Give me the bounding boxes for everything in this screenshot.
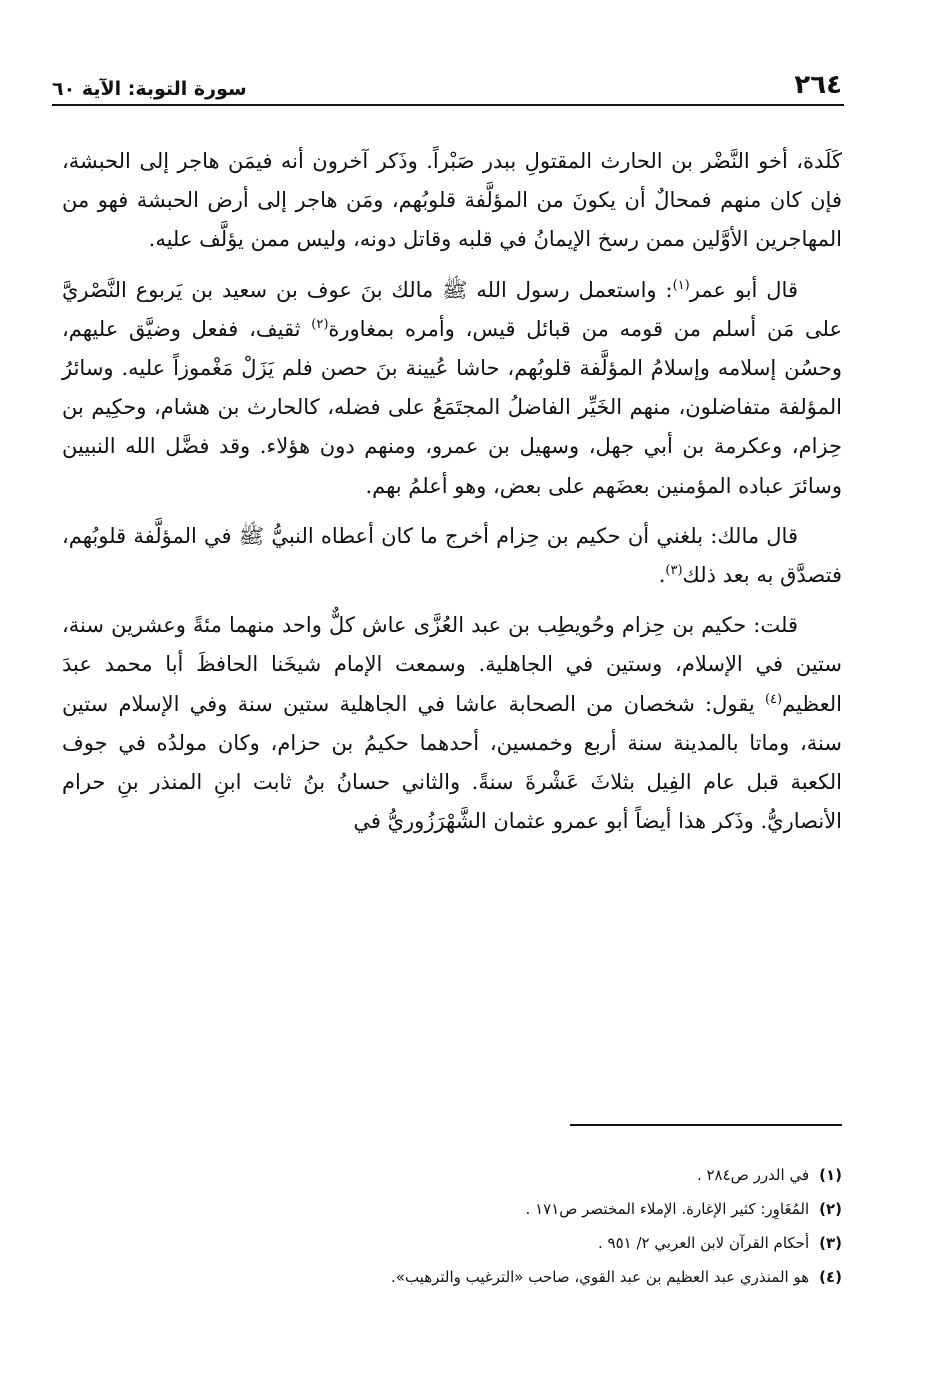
running-title: سورة التوبة: الآية ٦٠	[52, 78, 247, 100]
footnote-reference: (٣)	[665, 563, 683, 579]
footnote-reference: (٤)	[764, 691, 783, 707]
main-text	[62, 142, 842, 852]
paragraph-text: قلت: حكيم بن حِزام وحُويطِب بن عبد العُزَّى عاش كلٌّ واحد منهما مئةً وعشرين سنة، ستين في الإسلام، وستين في الجاهلية. وسمعت الإمام شيخَنا الحافظَ أبا محمد عبدَ العظيم	[62, 613, 842, 716]
footnote-reference: (٢)	[311, 316, 329, 332]
paragraph	[62, 142, 842, 260]
footnote-number: (٢)	[819, 1200, 842, 1218]
paragraph-text: كَلَدة، أخو النَّضْر بن الحارث المقتولِ ببدر صَبْراً. وذَكر آخرون أنه فيمَن هاجر إلى الحبشة، فإن كان منهم فمحالٌ أن يكونَ من المؤلَّفة قلوبُهم، ومَن هاجر إلى أرض الحبشة فهو من المهاجرين الأوَّلين ممن رسخ الإيمانُ في قلبه وقاتل دونه، وليس ممن يؤلَّف عليه.	[62, 149, 842, 252]
footnote-text: أحكام القرآن لابن العربي ٢/ ٩٥١ .	[598, 1234, 810, 1252]
footnote-separator	[570, 1124, 842, 1126]
page-header	[52, 62, 842, 100]
page-number: ٢٦٤	[794, 70, 842, 100]
footnotes	[62, 1158, 842, 1294]
footnote	[62, 1158, 842, 1192]
paragraph-text: يقول: شخصان من الصحابة عاشا في الجاهلية ستين سنة وفي الإسلام ستين سنة، وماتا بالمدينة سنة أربع وخمسين، أحدهما حكيمُ بن حزام، وكان مولدُه في جوف الكعبة قبل عام الفِيل بثلاثَ عَشْرةَ سنةً. والثاني حسانُ بنُ ثابت ابنِ المنذر بنِ حرام الأنصاريُّ. وذَكر هذا أيضاً أبو عمرو عثمان الشَّهْرَزُوريُّ في	[62, 691, 842, 834]
header-rule	[52, 104, 844, 106]
footnote-text: هو المنذري عبد العظيم بن عبد القوي، صاحب «الترغيب والترهيب».	[391, 1268, 810, 1286]
footnote	[62, 1192, 842, 1226]
footnote-number: (١)	[819, 1166, 842, 1184]
footnote-number: (٣)	[819, 1234, 842, 1252]
footnote-reference: (١)	[672, 277, 690, 293]
footnote	[62, 1226, 842, 1260]
footnote-text: المُغَاوِر: كثير الإغارة. الإملاء المختصر ص١٧١ .	[525, 1200, 810, 1218]
paragraph-text: قال أبو عمر	[689, 277, 798, 302]
paragraph-text: : واستعمل رسول الله ﷺ مالك بنَ عوف بن سعيد بن يَربوع النَّصْريَّ على مَن أسلم من قومه من قبائل قيس، وأمره بمغاورة	[62, 277, 842, 341]
paragraph-text: ثقيف، ففعل وضيَّق عليهم، وحسُن إسلامه وإسلامُ المؤلَّفة قلوبُهم، حاشا عُيينة بنَ حصن فلم يَزَلْ مَغْموزاً عليه. وسائرُ المؤلفة متفاضلون، منهم الخَيِّر الفاضلُ المجتَمَعُ على فضله، كالحارث بن هشام، وحكِيم بن حِزام، وعكرمة بن أبي جهل، وسهيل بن عمرو، ومنهم دون هؤلاء. وقد فضَّل الله النبيين وسائرَ عباده المؤمنين بعضَهم على بعض، وهو أعلمُ بهم.	[62, 316, 842, 498]
paragraph-text: .	[658, 563, 666, 588]
footnote-text: في الدرر ص٢٨٤ .	[696, 1166, 810, 1184]
paragraph	[62, 517, 842, 595]
footnote-number: (٤)	[819, 1268, 842, 1286]
paragraph	[62, 606, 842, 841]
paragraph	[62, 271, 842, 506]
paragraph-text: قال مالك: بلغني أن حكيم بن حِزام أخرج ما كان أعطاه النبيُّ ﷺ في المؤلَّفة قلوبُهم، فتصدَّق به بعد ذلك	[62, 523, 842, 588]
footnote	[62, 1260, 842, 1294]
